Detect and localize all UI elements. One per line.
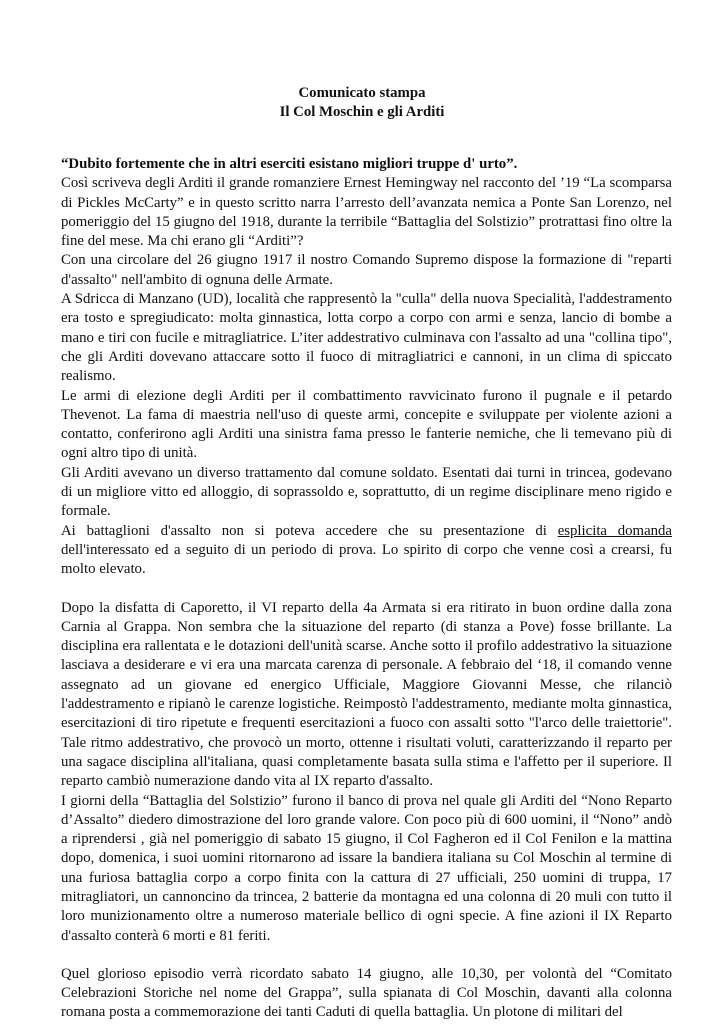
document-title: Comunicato stampa <box>298 85 426 101</box>
document-subtitle: Il Col Moschin e gli Arditi <box>279 104 445 120</box>
esplicita-domanda-text: esplicita domanda <box>557 522 673 539</box>
paragraph-accesso-start: Ai battaglioni d'assalto non si poteva accedere che su presentazione di <box>61 522 558 539</box>
paragraph-sdricca: A Sdricca di Manzano (UD), località che rappresentò la "culla" della nuova Specialità, l'addestramento era tosto e spregiudicato: molta ginnastica, lotta corpo a corpo con armi e senza, lancio di bombe a mano e tiri con fucile e mitragliatrice. L’iter addestrativo culminava con l'assalto ad una "collina tipo", che gli Arditi dovevano attaccare sotto il fuoco di mitragliatrici e cannoni, in un clima di spiccato realismo. <box>61 291 672 385</box>
paragraph-solstizio: I giorni della “Battaglia del Solstizio” furono il banco di prova nel quale gli Arditi del “Nono Reparto d’Assalto” diedero dimostrazione del loro grande valore. Con poco più di 600 uomini, il “Nono” andò a riprendersi , già nel pomeriggio di sabato 15 giugno, il Col Fagheron ed il Col Fenilon e la mattina dopo, domenica, i suoi uomini ritornarono ad issare la bandiera italiana su Col Moschin al termine di una furiosa battaglia corpo a corpo finita con la cattura di 27 ufficiali, 250 uomini di truppa, 17 mitragliatori, un cannoncino da trincea, 2 batterie da montagna ed una colonna di 20 muli con tutto il loro munizionamento oltre a numeroso materiale bellico di ogni specie. A fine azioni il IX Reparto d'assalto conterà 6 morti e 81 feriti. <box>61 792 672 944</box>
paragraph-accesso-end: dell'interessato ed a seguito di un periodo di prova. Lo spirito di corpo che venne così a crearsi, fu molto elevato. <box>61 541 672 578</box>
paragraph-circolare: Con una circolare del 26 giugno 1917 il nostro Comando Supremo dispose la formazione di "reparti d'assalto" nell'ambito di ognuna delle Armate. <box>61 252 672 288</box>
paragraph-armi: Le armi di elezione degli Arditi per il combattimento ravvicinato furono il pugnale e il petardo Thevenot. La fama di maestria nell'uso di queste armi, concepite e sviluppate per violente azioni a contatto, conferirono agli Arditi una sinistra fama presso le fanterie nemiche, che li temevano più di ogni altro tipo di unità. <box>61 387 672 462</box>
paragraph-trattamento: Gli Arditi avevano un diverso trattamento dal comune soldato. Esentati dai turni in trincea, godevano di un migliore vitto ed alloggio, di soprassoldo e, soprattutto, di un regime disciplinare meno rigido e formale. <box>61 464 672 520</box>
paragraph-caporetto: Dopo la disfatta di Caporetto, il VI reparto della 4a Armata si era ritirato in buon ordine dalla zona Carnia al Grappa. Non sembra che la situazione del reparto (di stanza a Pove) fosse brillante. La disciplina era rallentata e le dotazioni dell'unità scarse. Anche sotto il profilo addestrativo la situazione lasciava a desiderare e vi era una marcata carenza di personale. A febbraio del ‘18, il comando venne assegnato ad un giovane ed energico Ufficiale, Maggiore Giovanni Messe, che rilanciò l'addestramento e ripianò le carenze logistiche. Reimpostò l'addestramento, mediante molta ginnastica, esercitazioni di tiro ripetute e frequenti esercitazioni a fuoco con assalti sotto "l'arco delle traiettorie". Tale ritmo addestrativo, che provocò un morto, ottenne i risultati voluti, caratterizzando il reparto per una sagace disciplina all'italiana, quasi completamente basata sulla stima e l'affetto per il superiore. Il reparto cambiò numerazione dando vita al IX reparto d'assalto. <box>61 599 672 790</box>
document-body <box>61 155 672 1023</box>
hemingway-quote: “Dubito fortemente che in altri eserciti esistano migliori truppe d' urto”. <box>61 156 518 172</box>
paragraph-commemorazione: Quel glorioso episodio verrà ricordato sabato 14 giugno, alle 10,30, per volontà del “Comitato Celebrazioni Storiche nel nome del Grappa”, sulla spianata di Col Moschin, davanti alla colonna romana posta a commemorazione dei tanti Caduti di quella battaglia. Un plotone di militari del <box>61 965 672 1021</box>
paragraph-accesso <box>61 522 672 580</box>
paragraph-hemingway-intro: Così scriveva degli Arditi il grande romanziere Ernest Hemingway nel racconto del ’19 “La scomparsa di Pickles McCarty” e in questo scritto narra l’arresto dell’avanzata nemica a Ponte San Lorenzo, nel pomeriggio del 15 giugno del 1918, durante la terribile “Battaglia del Solstizio” protrattasi fino oltre la fine del mese. Ma chi erano gli “Arditi”? <box>61 175 672 250</box>
